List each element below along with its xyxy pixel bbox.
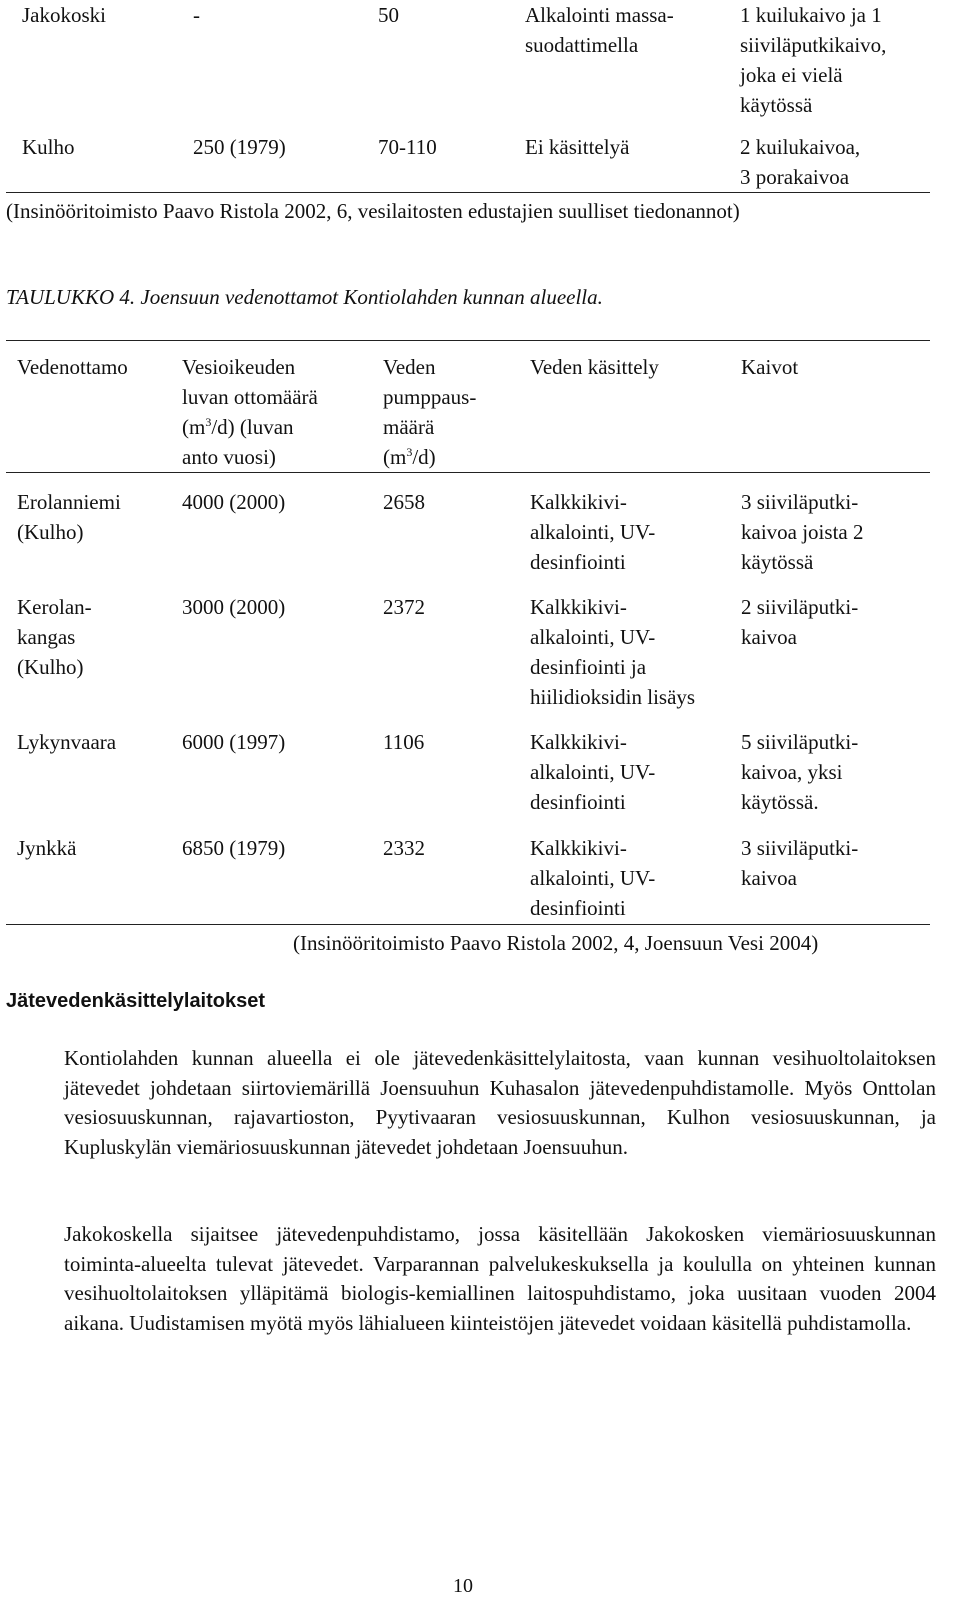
table-bottom-rule: [6, 924, 930, 925]
row-3-treatment: Kalkkikivi- alkalointi, UV- desinfiointi: [530, 730, 656, 814]
row-3-wells: 5 siiviläputki- kaivoa, yksi käytössä.: [741, 730, 859, 814]
prev-row-1-amount: 50: [378, 3, 399, 27]
row-2-right: 3000 (2000): [182, 595, 286, 619]
prev-table-source: (Insinööritoimisto Paavo Ristola 2002, 6, vesilaitosten edustajien suulliset tiedonannot): [6, 199, 740, 223]
header-pumppausmaara: Veden pumppaus- määrä $(m^3/d)$: [383, 355, 477, 469]
table-header-rule: [6, 472, 930, 473]
header-vedenottamo: Vedenottamo: [17, 355, 128, 379]
header-kasittely: Veden käsittely: [530, 355, 659, 379]
row-2-wells: 2 siiviläputki- kaivoa: [741, 595, 859, 649]
row-1-name: Erolanniemi (Kulho): [17, 490, 121, 544]
row-4-wells: 3 siiviläputki- kaivoa: [741, 836, 859, 890]
paragraph-1: Kontiolahden kunnan alueella ei ole jätevedenkäsittelylaitosta, vaan kunnan vesihuoltolaitoksen jätevedet johdetaan siirtoviemärillä Joensuuhun Kuhasalon jätevedenpuhdistamolle. Myös Onttolan vesiosuuskunnan, rajavartioston, Pyytivaaran vesiosuuskunnan, Kulhon vesiosuuskunnan, ja Kupluskylän viemäriosuuskunnan jätevedet johdetaan Joensuuhun.: [64, 1046, 936, 1159]
row-1-right: 4000 (2000): [182, 490, 286, 514]
row-2-amount: 2372: [383, 595, 425, 619]
header-vesioikeus: Vesioikeuden luvan ottomäärä $(m^3/d)$ (luvan anto vuosi): [182, 355, 318, 469]
prev-row-1-right: -: [193, 3, 200, 27]
row-4-amount: 2332: [383, 836, 425, 860]
prev-row-1-wells: 1 kuilukaivo ja 1 siiviläputkikaivo, joka ei vielä käytössä: [740, 3, 887, 117]
row-2-name: Kerolan- kangas (Kulho): [17, 595, 92, 679]
row-3-amount: 1106: [383, 730, 425, 754]
page-number: 10: [453, 1575, 473, 1597]
prev-row-2-amount: 70-110: [378, 135, 437, 159]
prev-row-2-name: Kulho: [22, 135, 75, 159]
table-caption: TAULUKKO 4. Joensuun vedenottamot Kontiolahden kunnan alueella.: [6, 285, 603, 309]
row-1-treatment: Kalkkikivi- alkalointi, UV- desinfiointi: [530, 490, 656, 574]
row-1-amount: 2658: [383, 490, 425, 514]
prev-row-2-wells: 2 kuilukaivoa, 3 porakaivoa: [740, 135, 861, 189]
prev-row-1-treatment: Alkalointi massa- suodattimella: [525, 3, 674, 57]
section-heading: Jätevedenkäsittelylaitokset: [6, 990, 266, 1012]
row-4-treatment: Kalkkikivi- alkalointi, UV- desinfiointi: [530, 836, 656, 920]
row-4-name: Jynkkä: [17, 836, 77, 860]
row-3-name: Lykynvaara: [17, 730, 117, 754]
header-kaivot: Kaivot: [741, 355, 799, 379]
table-source: (Insinööritoimisto Paavo Ristola 2002, 4, Joensuun Vesi 2004): [293, 931, 819, 955]
paragraph-2: Jakokoskella sijaitsee jätevedenpuhdistamo, jossa käsitellään Jakokosken viemäriosuuskunnan toiminta-alueelta tulevat jätevedet. Varparannan palvelukeskuksella ja koululla on yhteinen kunnan vesihuoltolaitoksen ylläpitämä biologis-kemiallinen laitospuhdistamo, joka uusitaan vuoden 2004 aikana. Uudistamisen myötä myös lähialueen kiinteistöjen jätevedet voidaan käsitellä puhdistamolla.: [64, 1222, 936, 1335]
row-1-wells: 3 siiviläputki- kaivoa joista 2 käytössä: [741, 490, 864, 574]
row-4-right: 6850 (1979): [182, 836, 286, 860]
prev-row-1-name: Jakokoski: [22, 3, 106, 27]
prev-table-bottom-rule: [6, 192, 930, 193]
prev-row-2-treatment: Ei käsittelyä: [525, 135, 630, 159]
row-2-treatment: Kalkkikivi- alkalointi, UV- desinfiointi ja hiilidioksidin lisäys: [530, 595, 696, 709]
prev-row-2-right: 250 (1979): [193, 135, 286, 159]
table-top-rule: [6, 340, 930, 341]
row-3-right: 6000 (1997): [182, 730, 286, 754]
